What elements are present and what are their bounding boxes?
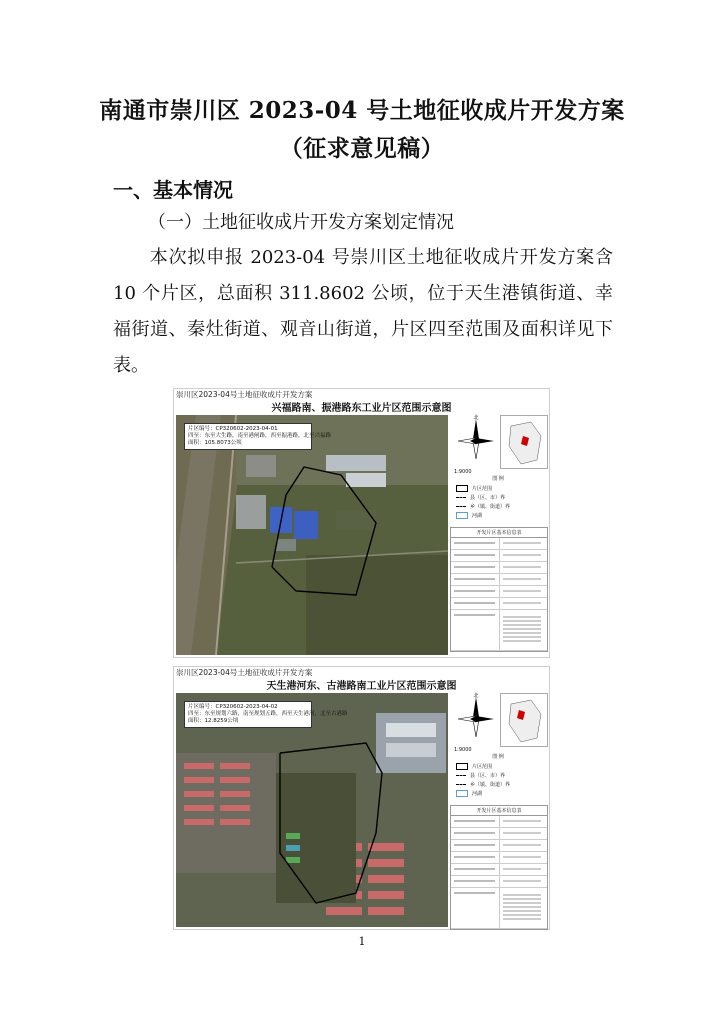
info-line: 片区编号：CP320602-2023-04-02: [188, 704, 278, 710]
map-title: 兴福路南、振港路东工业片区范围示意图: [271, 403, 452, 414]
compass-rose-icon: [452, 693, 500, 745]
legend-swatch: [456, 763, 468, 770]
table-row: [451, 550, 547, 562]
table-row: [451, 816, 547, 828]
legend-label: 河湖: [472, 513, 483, 519]
body-paragraph: [113, 240, 613, 384]
scale-label: 1:9000: [454, 747, 472, 753]
satellite-image: [176, 415, 448, 655]
scale-label: 1:9000: [454, 469, 472, 475]
map-figure: [173, 666, 550, 930]
info-table: [450, 805, 548, 930]
table-row: [451, 610, 547, 651]
info-line: 四至：东至规划六路，南至规划五路，西至天生港河，北至古港路: [188, 711, 348, 717]
satellite-image: [176, 693, 448, 927]
info-line: 面积：12.8259公顷: [188, 718, 239, 724]
legend-line: [456, 497, 466, 498]
table-row: [451, 586, 547, 598]
legend-label: 县（区、市）界: [470, 495, 506, 501]
legend: [456, 485, 510, 521]
info-line: 面积：105.8073公顷: [188, 440, 242, 446]
legend-label: 河湖: [472, 791, 483, 797]
map-figure: [173, 388, 550, 658]
table-title: 开发片区基本信息表: [451, 806, 547, 816]
map-caption: 崇川区2023-04号土地征收成片开发方案: [176, 668, 313, 677]
location-inset-map: [500, 415, 548, 469]
legend-title: 图 例: [492, 754, 504, 760]
doc-title-line2: （征求意见稿）: [279, 135, 445, 162]
map-sidebar: [450, 693, 546, 927]
map-info-box: [184, 701, 348, 728]
legend-label: 片区范围: [472, 486, 493, 492]
legend-label: 乡（镇、街道）界: [470, 782, 511, 788]
location-inset-map: [500, 693, 548, 747]
legend-label: 片区范围: [472, 764, 493, 770]
table-title: 开发片区基本信息表: [451, 528, 547, 538]
map-sidebar: [450, 415, 546, 655]
map-title: 天生港河东、古港路南工业片区范围示意图: [266, 681, 457, 692]
legend-swatch: [456, 485, 468, 492]
map-info-box: [184, 423, 332, 450]
paragraph-text: 本次拟申报 2023-04 号崇川区土地征收成片开发方案含 10 个片区，总面积 311.8602 公顷，位于天生港镇街道、幸福街道、秦灶街道、观音山街道，片区四至范围及面积详见下表。: [113, 247, 613, 376]
section-heading: 一、基本情况: [113, 178, 233, 202]
legend-label: 乡（镇、街道）界: [470, 504, 511, 510]
table-row: [451, 852, 547, 864]
compass-rose-icon: [452, 415, 500, 467]
legend-line: [456, 784, 466, 785]
legend-swatch: [456, 512, 468, 519]
table-row: [451, 864, 547, 876]
table-row: [451, 828, 547, 840]
info-table: [450, 527, 548, 652]
table-row: [451, 574, 547, 586]
legend-swatch: [456, 790, 468, 797]
table-row: [451, 876, 547, 888]
legend: [456, 763, 510, 799]
legend-line: [456, 506, 466, 507]
info-line: 片区编号：CP320602-2023-04-01: [188, 426, 278, 432]
table-row: [451, 538, 547, 550]
svg-text:北: 北: [473, 415, 479, 421]
page-number: 1: [358, 935, 366, 948]
table-row: [451, 598, 547, 610]
info-line: 四至：东至大生路，南至港闸路，西至振港路，北至兴福路: [188, 433, 332, 439]
table-row: [451, 888, 547, 929]
legend-line: [456, 775, 466, 776]
table-row: [451, 840, 547, 852]
subsection-heading: （一）土地征收成片开发方案划定情况: [148, 212, 454, 233]
table-row: [451, 562, 547, 574]
legend-title: 图 例: [492, 476, 504, 482]
legend-label: 县（区、市）界: [470, 773, 506, 779]
map-caption: 崇川区2023-04号土地征收成片开发方案: [176, 390, 313, 399]
doc-title-line1: 南通市崇川区 2023-04 号土地征收成片开发方案: [99, 97, 625, 124]
svg-text:北: 北: [473, 693, 479, 699]
